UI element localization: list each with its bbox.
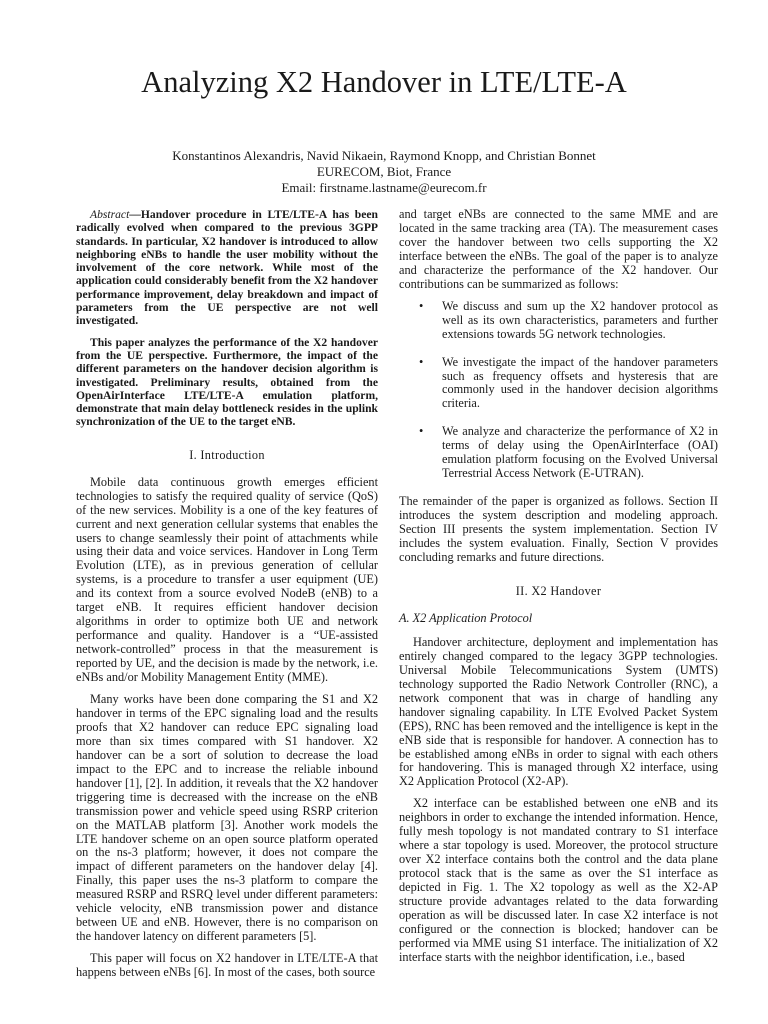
x2-paragraph-2: X2 interface can be established between one eNB and its neighbors in order to exchange the intended information. Hence, fully mesh topology is not mandated contrary to S1 interface where a star topology is used. Moreover, the protocol structure over X2 interface contains both the control and the data plane protocol stack that is the same as over the S1 interface as depicted in Fig. 1. The X2 topology as well as the X2-AP structure provide advantages related to the data forwarding operation as will be discussed later. In case X2 interface is not configured or the connection is blocked; handover can be performed via MME using S1 interface. The initialization of X2 interface starts with the neighbor identification, i.e., based — [399, 796, 718, 964]
abstract-text-1: —Handover procedure in LTE/LTE-A has been radically evolved when compared to the previous 3GPP standards. In particular, X2 handover is introduced to allow neighboring eNBs to handle the user mobility without the involvement of the core network. While most of the application could considerably benefit from the X2 handover performance improvement, delay breakdown and impact of parameters from the UE perspective are not well investigated. — [76, 208, 378, 328]
bullet-icon: • — [419, 298, 424, 313]
abstract-label: Abstract — [90, 208, 130, 221]
author-names: Konstantinos Alexandris, Navid Nikaein, Raymond Knopp, and Christian Bonnet — [172, 148, 596, 163]
intro-paragraph-2: Many works have been done comparing the S1 and X2 handover in terms of the EPC signaling load and the results proofs that X2 handover can reduce EPC signaling load more than six times compared with S1 handover. X2 handover can be a sort of solution to decrease the load impact to the EPC and to increase the reliable inbound handover [1], [2]. In addition, it reveals that the X2 handover triggering time is decreased with the increase on the eNB transmission power and vehicle speed using RSRP criterion on the MATLAB platform [3]. Another work models the LTE handover scheme on an open source platform operated on the ns-3 platform; however, it does not compare the impact of different parameters on the handover delay [4]. Finally, this paper uses the ns-3 platform to compare the measured RSRP and RSRQ level under different parameters: vehicle velocity, eNB transmission power and distance between UE and eNB. However, there is no comparison on the handover latency on different parameters [5]. — [76, 692, 378, 944]
contribution-list — [399, 300, 718, 481]
x2-paragraph-1: Handover architecture, deployment and implementation has entirely changed compared to the legacy 3GPP technologies. Universal Mobile Telecommunications System (UMTS) technology supported the Radio Network Controller (RNC), a network component that was in charge of handling any handover signaling capability. In LTE Evolved Packet System (EPS), RNC has been removed and the intelligence is kept in the eNB side that is responsible for handover. A connection has to be established among eNBs in order to signal with each others for handovering. This is managed through X2 interface, using X2 Application Protocol (X2-AP). — [399, 634, 718, 789]
author-block — [0, 148, 768, 196]
abstract-paragraph-2: This paper analyzes the performance of the X2 handover from the UE perspective. Furthermore, the impact of the different parameters on the handover decision algorithm is investigated. Preliminary results, obtained from the OpenAirInterface LTE/LTE-A emulation platform, demonstrate that main delay bottleneck resides in the uplink synchronization of the UE to the target eNB. — [76, 335, 378, 429]
section-heading-introduction: I. Introduction — [189, 447, 265, 462]
paper-title: Analyzing X2 Handover in LTE/LTE-A — [141, 65, 627, 99]
intro-paragraph-1: Mobile data continuous growth emerges efficient technologies to satisfy the required quality of service (QoS) of the new services. Mobility is a one of the key features of current and next generation cellular systems that enables the users to change seamlessly their point of attachments while using their data and voice services. Handover in Long Term Evolution (LTE), as in previous generation of cellular systems, is a procedure to transfer a user equipment (UE) and its context from a source evolved NodeB (eNB) to a target eNB. It requires efficient handover decision algorithms in order to optimize both UE and network performance and quality. Handover is a “UE-assisted network-controlled” process in that the measurement is reported by UE, and the decision is made by the network, i.e. eNBs and/or Mobility Management Entity (MME). — [76, 474, 378, 685]
right-column — [399, 208, 718, 973]
abstract-paragraph-1 — [76, 208, 378, 328]
intro-paragraph-3-continued: and target eNBs are connected to the same MME and are located in the same tracking area (TA). The measurement cases cover the handover between two cells supporting the X2 interface between the eNBs. The goal of the paper is to analyze and characterize the performance of the X2 handover. Our contributions can be summarized as follows: — [399, 207, 718, 291]
bullet-icon: • — [419, 424, 424, 439]
contribution-item: • We analyze and characterize the performance of X2 in terms of delay using the OpenAirInterface (OAI) emulation platform focusing on the Evolved Universal Terrestrial Access Network (E-UTRAN). — [419, 424, 718, 481]
intro-paragraph-3: This paper will focus on X2 handover in LTE/LTE-A that happens between eNBs [6]. In most of the cases, both source — [76, 951, 378, 980]
section-heading-x2-handover: II. X2 Handover — [515, 583, 602, 598]
contribution-item: • We discuss and sum up the X2 handover protocol as well as its own characteristics, parameters and further extensions towards 5G network technologies. — [419, 298, 718, 341]
abstract — [76, 208, 378, 429]
bullet-icon: • — [419, 354, 424, 369]
subsection-heading-x2-ap: A. X2 Application Protocol — [399, 610, 533, 625]
author-affiliation: EURECOM, Biot, France — [316, 164, 452, 179]
left-column — [76, 208, 378, 988]
author-email: Email: firstname.lastname@eurecom.fr — [281, 180, 487, 195]
intro-paragraph-4: The remainder of the paper is organized as follows. Section II introduces the system description and modeling approach. Section III presents the system implementation. Section IV includes the system evaluation. Finally, Section V provides concluding remarks and future directions. — [399, 494, 718, 565]
contribution-item: • We investigate the impact of the handover parameters such as frequency offsets and hysteresis that are commonly used in the handover decision algorithms criteria. — [419, 354, 718, 411]
